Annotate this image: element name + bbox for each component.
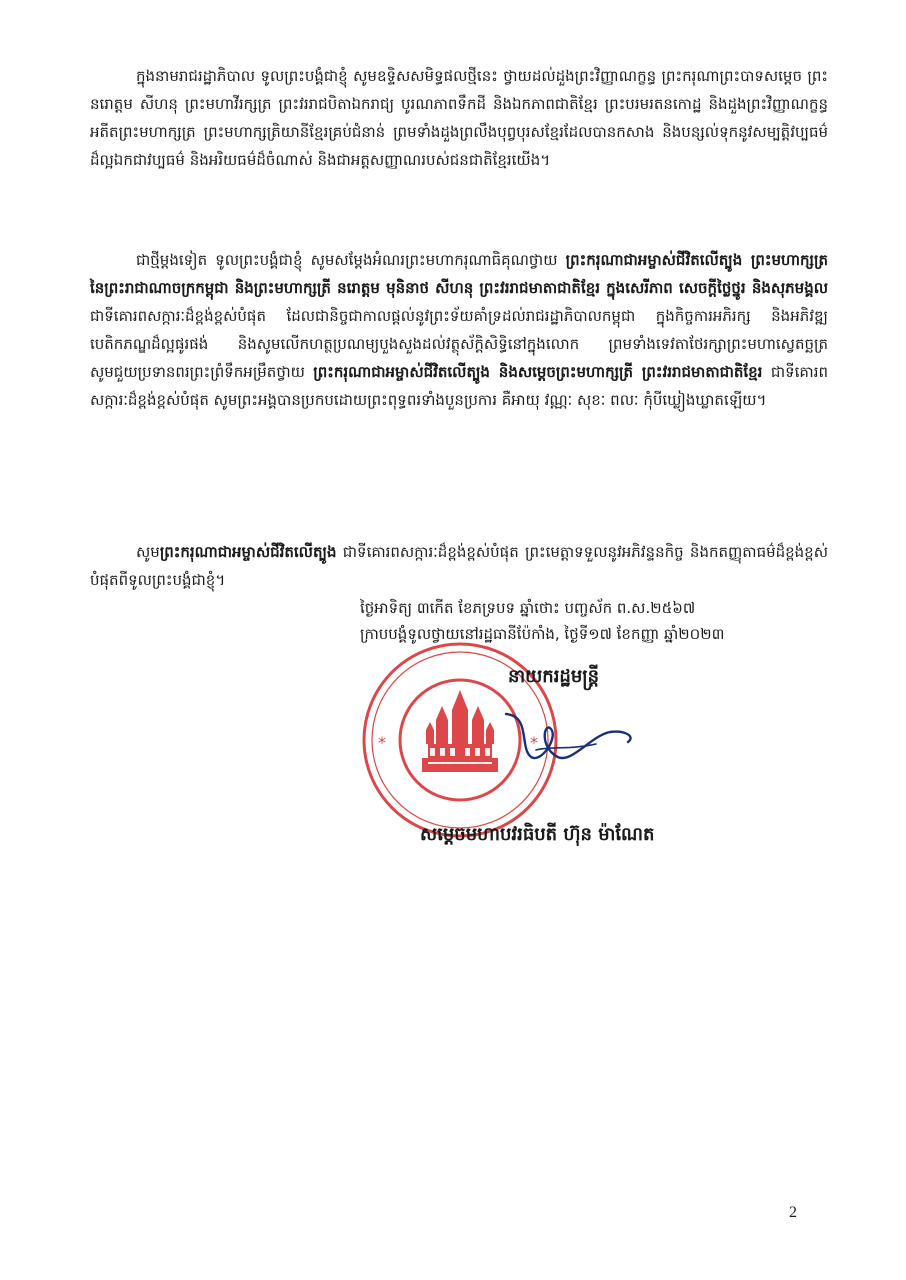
place-and-date: ក្រាបបង្គំទូលថ្វាយនៅរដ្ឋធានីប៉ែកាំង, ថ្ងៃទី១៧ ខែកញ្ញា ឆ្នាំ២០២៣ (360, 625, 725, 643)
king-title-bold: ព្រះករុណាជាអម្ចាស់ជីវិតលើត្បូង (159, 543, 337, 561)
paragraph-closing-intro: សូម (136, 543, 160, 561)
handwritten-signature-icon (500, 706, 640, 776)
royal-title-bold: ព្រះករុណាជាអម្ចាស់ជីវិតលើត្បូង ព្រះមហាក្សត្រនៃព្រះរាជាណាចក្រកម្ពុជា និងព្រះមហាក្សត្រី នរោត្តម មុនិនាថ សីហនុ ព្រះវររាជមាតាជាតិខ្មែរ ក្នុងសេរីភាព សេចក្ដីថ្លៃថ្នូរ និងសុភមង្គល (90, 251, 828, 297)
paragraph-gratitude (90, 246, 828, 414)
paragraph-gratitude-end: ជាទីគោរពសក្ការៈដ៏ខ្ពង់ខ្ពស់បំផុត សូមព្រះអង្គបានប្រកបដោយព្រះពុទ្ធពរទាំងបួនប្រការ គឺអាយុ វណ្ណៈ សុខៈ ពលៈ កុំបីឃ្លៀងឃ្លាតឡើយ។ (90, 363, 828, 409)
paragraph-closing (90, 538, 828, 594)
signer-title: នាយករដ្ឋមន្ត្រី (508, 666, 600, 687)
paragraph-gratitude-middle: ជាទីគោរពសក្ការៈដ៏ខ្ពង់ខ្ពស់បំផុត ដែលជានិច្ចជាកាលផ្ដល់នូវព្រះទ័យគាំទ្រដល់រាជរដ្ឋាភិបាលកម្ពុជា ក្នុងកិច្ចការអភិរក្ស និងអភិវឌ្ឍបេតិកភណ្ឌដ៏ល្អផូរផង់ និងសូមលើកហត្ថប្រណម្យបួងសួងដល់វត្ថុស័ក្ដិសិទ្ធិនៅក្នុងលោក ព្រមទាំងទេវតាថែរក្សាព្រះមហាស្វេតច្ឆត្រ សូមជួយប្រទានពរព្រះព្រំទឹកអម្រឹតថ្វាយ (90, 307, 828, 381)
page-number: 2 (789, 1204, 797, 1221)
lunar-date: ថ្ងៃអាទិត្យ ៣កើត ខែភទ្របទ ឆ្នាំថោះ បញ្ចស័ក ព.ស.២៥៦៧ (360, 599, 696, 617)
royal-title-bold-2: ព្រះករុណាជាអម្ចាស់ជីវិតលើត្បូង និងសម្ដេចព្រះមហាក្សត្រី ព្រះវររាជមាតាជាតិខ្មែរ (313, 363, 763, 381)
svg-text:*: * (530, 733, 538, 752)
paragraph-gratitude-intro: ជាថ្មីម្ដងទៀត ទូលព្រះបង្គំជាខ្ញុំ សូមសម្ដែងអំណរព្រះមហាករុណាធិគុណថ្វាយ (136, 251, 558, 269)
paragraph-dedication: ក្នុងនាមរាជរដ្ឋាភិបាល ទូលព្រះបង្គំជាខ្ញុំ សូមឧទ្ទិសសមិទ្ធផលថ្មីនេះ ថ្វាយដល់ដួងព្រះវិញ្ញាណក្ខន្ធ ព្រះករុណាព្រះបាទសម្ដេច ព្រះនរោត្តម សីហនុ ព្រះមហាវីរក្សត្រ ព្រះវររាជបិតាឯករាជ្យ បូរណភាពទឹកដី និងឯកភាពជាតិខ្មែរ ព្រះបរមរតនកោដ្ឋ និងដួងព្រះវិញ្ញាណក្ខន្ធអតីតព្រះមហាក្សត្រ ព្រះមហាក្សត្រិយានីខ្មែរគ្រប់ជំនាន់ ព្រមទាំងដួងព្រលឹងបុព្វបុរសខ្មែរដែលបានកសាង និងបន្សល់ទុកនូវសម្បត្តិវប្បធម៌ដ៏ល្អឯកជាវប្បធម៌ និងអរិយធម៌ដ៏ចំណាស់ និងជាអត្តសញ្ញាណរបស់ជនជាតិខ្មែរយើង។ (90, 67, 828, 169)
paragraph-closing-end: ជាទីគោរពសក្ការៈដ៏ខ្ពង់ខ្ពស់បំផុត ព្រះមេត្តាទទួលនូវអភិវន្ទនកិច្ច និងកតញ្ញុតាធម៌ដ៏ខ្ពង់ខ្ពស់បំផុតពីទូលព្រះបង្គំជាខ្ញុំ។ (90, 543, 828, 589)
signer-name: សម្ដេចមហាបវរធិបតី ហ៊ុន ម៉ាណែត (420, 824, 655, 845)
svg-text:*: * (378, 733, 386, 752)
